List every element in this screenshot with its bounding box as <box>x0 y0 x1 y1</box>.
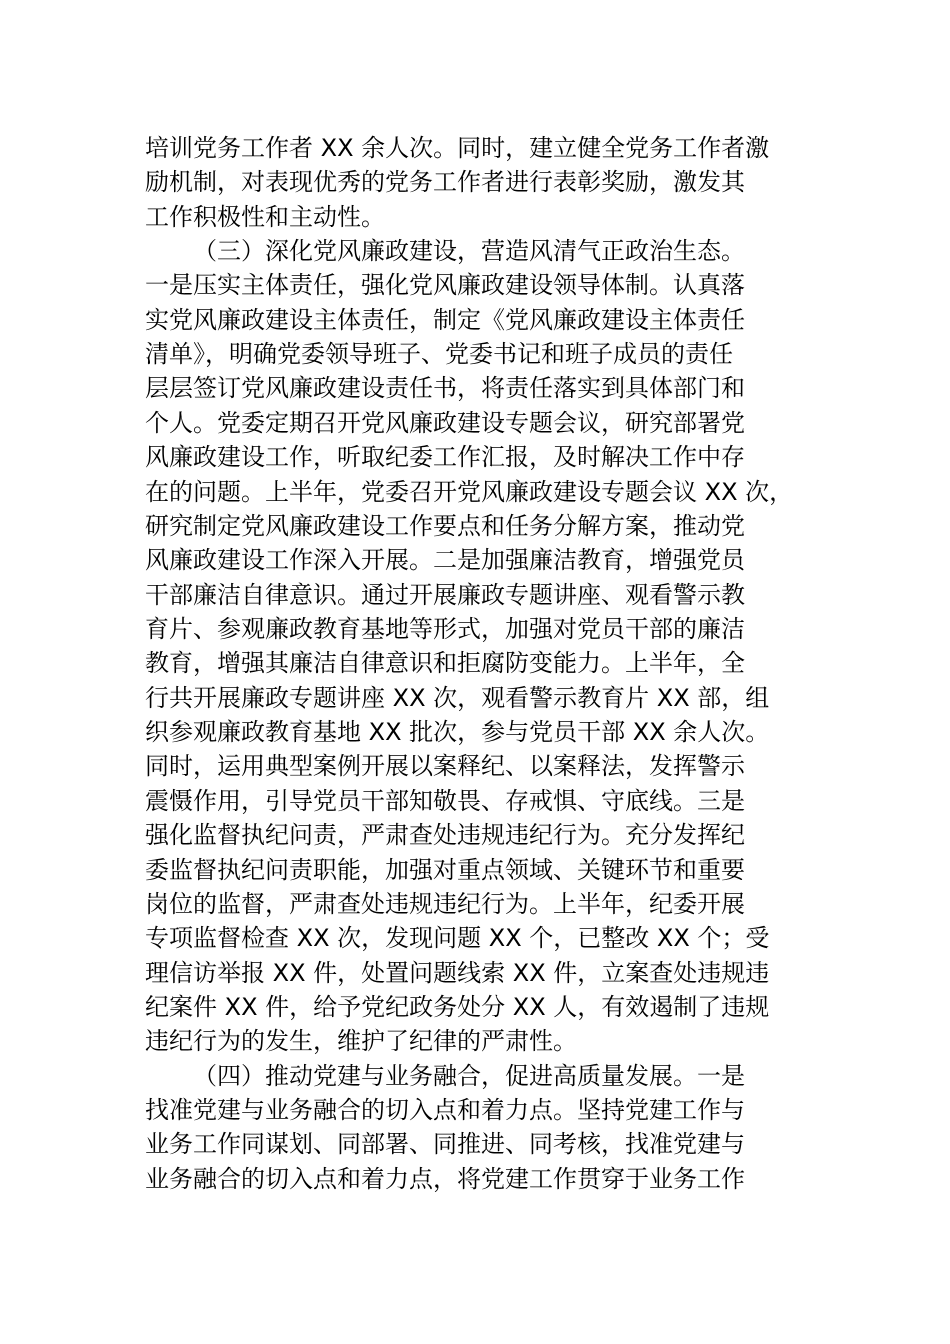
text-line: 干部廉洁自律意识。通过开展廉政专题讲座、观看警示教 <box>145 581 745 609</box>
text-line: 强化监督执纪问责，严肃查处违规违纪行为。充分发挥纪 <box>145 821 745 849</box>
text-line: 工作积极性和主动性。 <box>145 203 385 231</box>
text-line: 个人。党委定期召开党风廉政建设专题会议，研究部署党 <box>145 409 745 437</box>
text-line: 委监督执纪问责职能，加强对重点领域、关键环节和重要 <box>145 856 745 884</box>
section-heading-4: （四）推动党建与业务融合，促进高质量发展。一是 <box>193 1062 745 1090</box>
text-line: 层层签订党风廉政建设责任书，将责任落实到具体部门和 <box>145 374 745 402</box>
text-line: 岗位的监督，严肃查处违规违纪行为。上半年，纪委开展 <box>145 890 745 918</box>
text-line: 在的问题。上半年，党委召开党风廉政建设专题会议 XX 次， <box>145 478 794 506</box>
text-line: 业务工作同谋划、同部署、同推进、同考核，找准党建与 <box>145 1130 745 1158</box>
text-line: 励机制，对表现优秀的党务工作者进行表彰奖励，激发其 <box>145 168 745 196</box>
text-line: 风廉政建设工作，听取纪委工作汇报，及时解决工作中存 <box>145 443 745 471</box>
text-line: 违纪行为的发生，维护了纪律的严肃性。 <box>145 1027 577 1055</box>
text-line: 同时，运用典型案例开展以案释纪、以案释法，发挥警示 <box>145 752 745 780</box>
text-line: 一是压实主体责任，强化党风廉政建设领导体制。认真落 <box>145 271 745 299</box>
section-heading-3: （三）深化党风廉政建设，营造风清气正政治生态。 <box>193 237 745 265</box>
text-line: 风廉政建设工作深入开展。二是加强廉洁教育，增强党员 <box>145 546 745 574</box>
text-line: 纪案件 XX 件，给予党纪政务处分 XX 人，有效遏制了违规 <box>145 993 770 1021</box>
text-line: 清单》，明确党委领导班子、党委书记和班子成员的责任 <box>145 340 733 368</box>
text-line: 研究制定党风廉政建设工作要点和任务分解方案，推动党 <box>145 512 745 540</box>
text-line: 实党风廉政建设主体责任，制定《党风廉政建设主体责任 <box>145 306 745 334</box>
text-line: 织参观廉政教育基地 XX 批次，参与党员干部 XX 余人次。 <box>145 718 770 746</box>
text-line: 找准党建与业务融合的切入点和着力点。坚持党建工作与 <box>145 1096 745 1124</box>
text-line: 业务融合的切入点和着力点，将党建工作贯穿于业务工作 <box>145 1165 745 1193</box>
text-line: 培训党务工作者 XX 余人次。同时，建立健全党务工作者激 <box>145 134 770 162</box>
text-line: 育片、参观廉政教育基地等形式，加强对党员干部的廉洁 <box>145 615 745 643</box>
text-line: 专项监督检查 XX 次，发现问题 XX 个，已整改 XX 个；受 <box>145 924 770 952</box>
text-line: 震慑作用，引导党员干部知敬畏、存戒惧、守底线。三是 <box>145 787 745 815</box>
text-line: 教育，增强其廉洁自律意识和拒腐防变能力。上半年，全 <box>145 649 745 677</box>
text-line: 行共开展廉政专题讲座 XX 次，观看警示教育片 XX 部，组 <box>145 684 770 712</box>
text-line: 理信访举报 XX 件，处置问题线索 XX 件，立案查处违规违 <box>145 959 770 987</box>
